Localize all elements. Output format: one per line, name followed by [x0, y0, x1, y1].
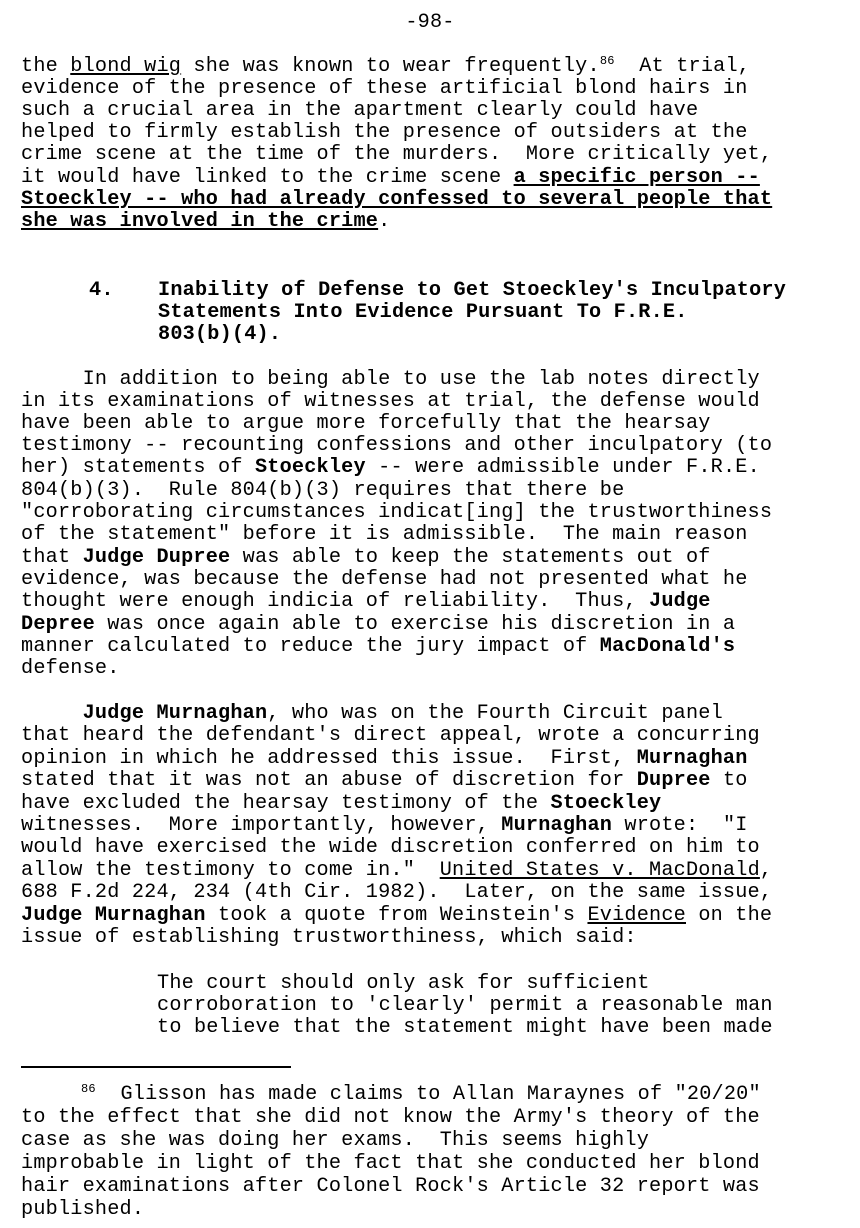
text-line: [21, 591, 711, 613]
text-line: [21, 614, 735, 636]
text-line: defense.: [21, 657, 120, 680]
text-line: [21, 770, 748, 792]
text-line: of the statement" before it is admissible. The main reason: [21, 523, 748, 546]
case-citation: United States v. MacDonald: [439, 859, 760, 882]
name-text: Judge Murnaghan: [82, 702, 268, 725]
text-span: stated that it was not an abuse of discretion for: [21, 769, 637, 792]
heading-line: 803(b)(4).: [158, 323, 282, 346]
emphasis-text: she was involved in the crime: [21, 210, 379, 233]
text-span: to: [710, 769, 748, 792]
text-line: "corroborating circumstances indicat[ing] the trustworthiness: [21, 501, 773, 524]
text-span: ,: [759, 859, 773, 882]
text-line: [21, 815, 748, 837]
text-span: her) statements of: [21, 456, 255, 479]
text-line: in its examinations of witnesses at trial, the defense would: [21, 390, 760, 413]
text-line: [21, 457, 760, 479]
name-text: Judge Murnaghan: [21, 904, 206, 927]
page-number: -98-: [405, 11, 455, 34]
footnote-separator: [21, 1066, 291, 1068]
text-span: was once again able to exercise his discretion in a: [94, 613, 736, 636]
emphasis-text: Stoeckley -- who had already confessed to several people that: [21, 188, 773, 211]
text-span: on the: [686, 904, 773, 927]
text-line: have been able to argue more forcefully that the hearsay: [21, 412, 711, 435]
text-line: [21, 1084, 761, 1106]
text-span: was able to keep the statements out of: [230, 546, 711, 569]
text-span: .: [378, 210, 391, 233]
text-line: to the effect that she did not know the Army's theory of the: [21, 1106, 760, 1129]
text-line: [21, 547, 711, 569]
text-line: [21, 56, 750, 78]
text-span: -- were admissible under F.R.E.: [365, 456, 760, 479]
text-span: Glisson has made claims to Allan Maraynes of "20/20": [95, 1083, 761, 1106]
quote-line: corroboration to 'clearly' permit a reasonable man: [157, 994, 773, 1017]
heading-line: Inability of Defense to Get Stoeckley's Inculpatory: [158, 279, 787, 302]
text-line: 688 F.2d 224, 234 (4th Cir. 1982). Later, on the same issue,: [21, 881, 773, 904]
text-line: 804(b)(3). Rule 804(b)(3) requires that there be: [21, 479, 625, 502]
text-span: opinion in which he addressed this issue. First,: [21, 747, 637, 770]
text-line: [21, 748, 748, 770]
text-span: wrote: "I: [612, 814, 748, 837]
name-text: Depree: [21, 613, 95, 636]
text-span: thought were enough indicia of reliability. Thus,: [21, 590, 650, 613]
text-span: witnesses. More importantly, however,: [21, 814, 502, 837]
text-span: allow the testimony to come in.": [21, 859, 440, 882]
text-span: At trial,: [614, 55, 751, 78]
text-line: testimony -- recounting confessions and other inculpatory (to: [21, 434, 773, 457]
name-text: Stoeckley: [254, 456, 366, 479]
text-line: helped to firmly establish the presence of outsiders at the: [21, 121, 748, 144]
underlined-phrase: blond wig: [70, 55, 182, 78]
text-line: would have exercised the wide discretion conferred on him to: [21, 836, 760, 859]
text-line: [21, 793, 661, 815]
emphasis-text: a specific person --: [513, 166, 760, 189]
text-line: issue of establishing trustworthiness, which said:: [21, 926, 637, 949]
name-text: Stoeckley: [550, 792, 662, 815]
text-line: evidence of the presence of these artificial blond hairs in: [21, 77, 748, 100]
name-text: Murnaghan: [636, 747, 748, 770]
text-line: [21, 211, 390, 233]
text-line: hair examinations after Colonel Rock's Article 32 report was: [21, 1175, 760, 1198]
book-title: Evidence: [587, 904, 686, 927]
name-text: Judge: [649, 590, 711, 613]
text-span: the: [21, 55, 71, 78]
heading-line: Statements Into Evidence Pursuant To F.R.E.: [158, 301, 688, 324]
name-text: Judge Dupree: [82, 546, 231, 569]
text-line: evidence, was because the defense had not presented what he: [21, 568, 748, 591]
quote-line: The court should only ask for sufficient: [157, 972, 650, 995]
text-line: improbable in light of the fact that she conducted her blond: [21, 1152, 760, 1175]
name-text: MacDonald's: [599, 635, 736, 658]
text-span: took a quote from Weinstein's: [205, 904, 588, 927]
quote-line: to believe that the statement might have been made: [157, 1016, 773, 1039]
text-line: In addition to being able to use the lab notes directly: [21, 368, 760, 391]
text-span: it would have linked to the crime scene: [21, 166, 514, 189]
text-line: [21, 905, 772, 927]
text-span: manner calculated to reduce the jury impact of: [21, 635, 600, 658]
text-line: [21, 636, 735, 658]
text-line: case as she was doing her exams. This seems highly: [21, 1129, 650, 1152]
text-span: , who was on the Fourth Circuit panel: [267, 702, 723, 725]
section-number: 4.: [89, 279, 114, 302]
footnote-reference: 86: [599, 54, 615, 68]
text-line: [21, 703, 723, 725]
text-line: [21, 167, 760, 189]
text-line: that heard the defendant's direct appeal, wrote a concurring: [21, 724, 760, 747]
text-line: crime scene at the time of the murders. More critically yet,: [21, 143, 773, 166]
text-line: published.: [21, 1198, 145, 1221]
text-line: such a crucial area in the apartment clearly could have: [21, 99, 699, 122]
name-text: Dupree: [636, 769, 711, 792]
text-line: [21, 860, 772, 882]
footnote-marker: 86: [81, 1082, 96, 1096]
text-span: have excluded the hearsay testimony of the: [21, 792, 551, 815]
text-span: she was known to wear frequently.: [181, 55, 600, 78]
text-span: [21, 702, 83, 725]
name-text: Murnaghan: [501, 814, 613, 837]
text-span: that: [21, 546, 83, 569]
